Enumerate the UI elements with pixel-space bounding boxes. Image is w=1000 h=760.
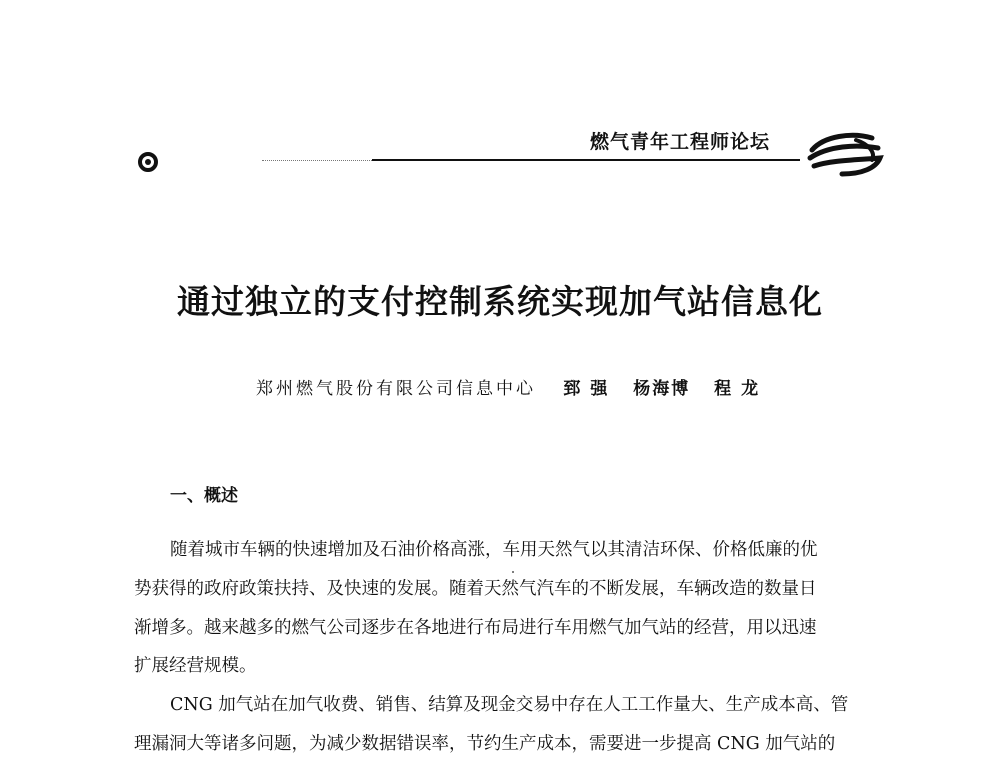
paragraph-line: 渐增多。越来越多的燃气公司逐步在各地进行布局进行车用燃气加气站的经营，用以迅速 bbox=[134, 618, 817, 638]
scan-speck bbox=[512, 571, 514, 573]
author-name: 程 龙 bbox=[714, 379, 761, 399]
journal-title: 燃气青年工程师论坛 bbox=[590, 131, 771, 153]
journal-logo-icon bbox=[806, 130, 884, 178]
article-title: 通过独立的支付控制系统实现加气站信息化 bbox=[177, 282, 823, 321]
header-bullet-icon bbox=[138, 152, 158, 172]
affiliation: 郑州燃气股份有限公司信息中心 bbox=[256, 379, 536, 399]
section-heading: 一、概述 bbox=[170, 486, 238, 506]
paragraph-line: CNG 加气站在加气收费、销售、结算及现金交易中存在人工工作量大、生产成本高、管 bbox=[170, 695, 849, 715]
paragraph-line: 势获得的政府政策扶持、及快速的发展。随着天然气汽车的不断发展，车辆改造的数量日 bbox=[134, 579, 817, 599]
author-name: 杨海博 bbox=[633, 379, 691, 399]
paragraph-line: 理漏洞大等诸多问题，为减少数据错误率，节约生产成本，需要进一步提高 CNG 加气站的 bbox=[134, 734, 836, 754]
byline bbox=[256, 374, 776, 399]
header-rule bbox=[372, 159, 800, 161]
author-list bbox=[563, 379, 776, 399]
paragraph-line: 扩展经营规模。 bbox=[134, 656, 257, 676]
header-rule-faint bbox=[262, 160, 372, 161]
paragraph-line: 随着城市车辆的快速增加及石油价格高涨，车用天然气以其清洁环保、价格低廉的优 bbox=[170, 540, 818, 560]
author-name: 郅 强 bbox=[563, 379, 610, 399]
